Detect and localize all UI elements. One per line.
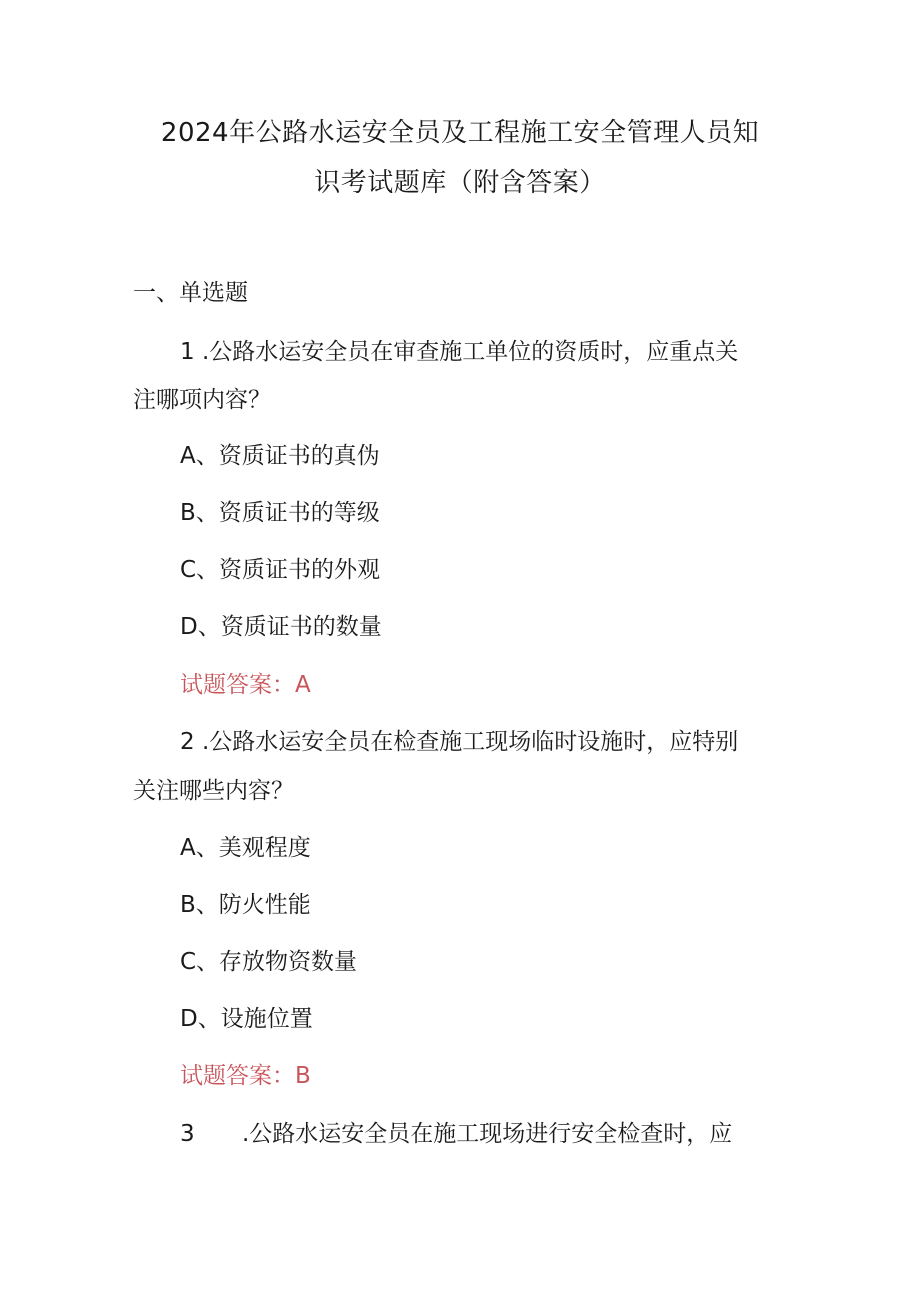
question-2-option-d: D、设施位置: [180, 1006, 313, 1032]
question-1-answer: 试题答案：A: [180, 672, 311, 698]
question-1-stem-line-2: 注哪项内容？: [133, 387, 271, 413]
question-2-option-a: A、美观程度: [180, 835, 311, 861]
question-2-option-c: C、存放物资数量: [180, 949, 358, 975]
question-2-stem-line-1: 2 .公路水运安全员在检查施工现场临时设施时，应特别: [180, 729, 739, 755]
question-2-answer: 试题答案：B: [180, 1063, 311, 1089]
question-3-number: 3: [180, 1121, 195, 1147]
question-1-stem-line-1: 1 .公路水运安全员在审查施工单位的资质时，应重点关: [180, 339, 739, 365]
title-line-2: 识考试题库（附含答案）: [314, 168, 606, 198]
question-2-stem-line-2: 关注哪些内容？: [133, 778, 294, 804]
question-1-option-a: A、资质证书的真伪: [180, 443, 380, 469]
title-line-1: 2024年公路水运安全员及工程施工安全管理人员知: [160, 118, 760, 148]
question-1-option-c: C、资质证书的外观: [180, 557, 381, 583]
question-1-option-d: D、资质证书的数量: [180, 614, 382, 640]
document-title: [120, 108, 800, 208]
question-1-option-b: B、资质证书的等级: [180, 500, 380, 526]
question-3-stem-line-1: [180, 1119, 732, 1149]
question-2-option-b: B、防火性能: [180, 892, 311, 918]
section-heading: 一、单选题: [133, 280, 248, 306]
question-3-stem-text: .公路水运安全员在施工现场进行安全检查时，应: [242, 1121, 733, 1147]
